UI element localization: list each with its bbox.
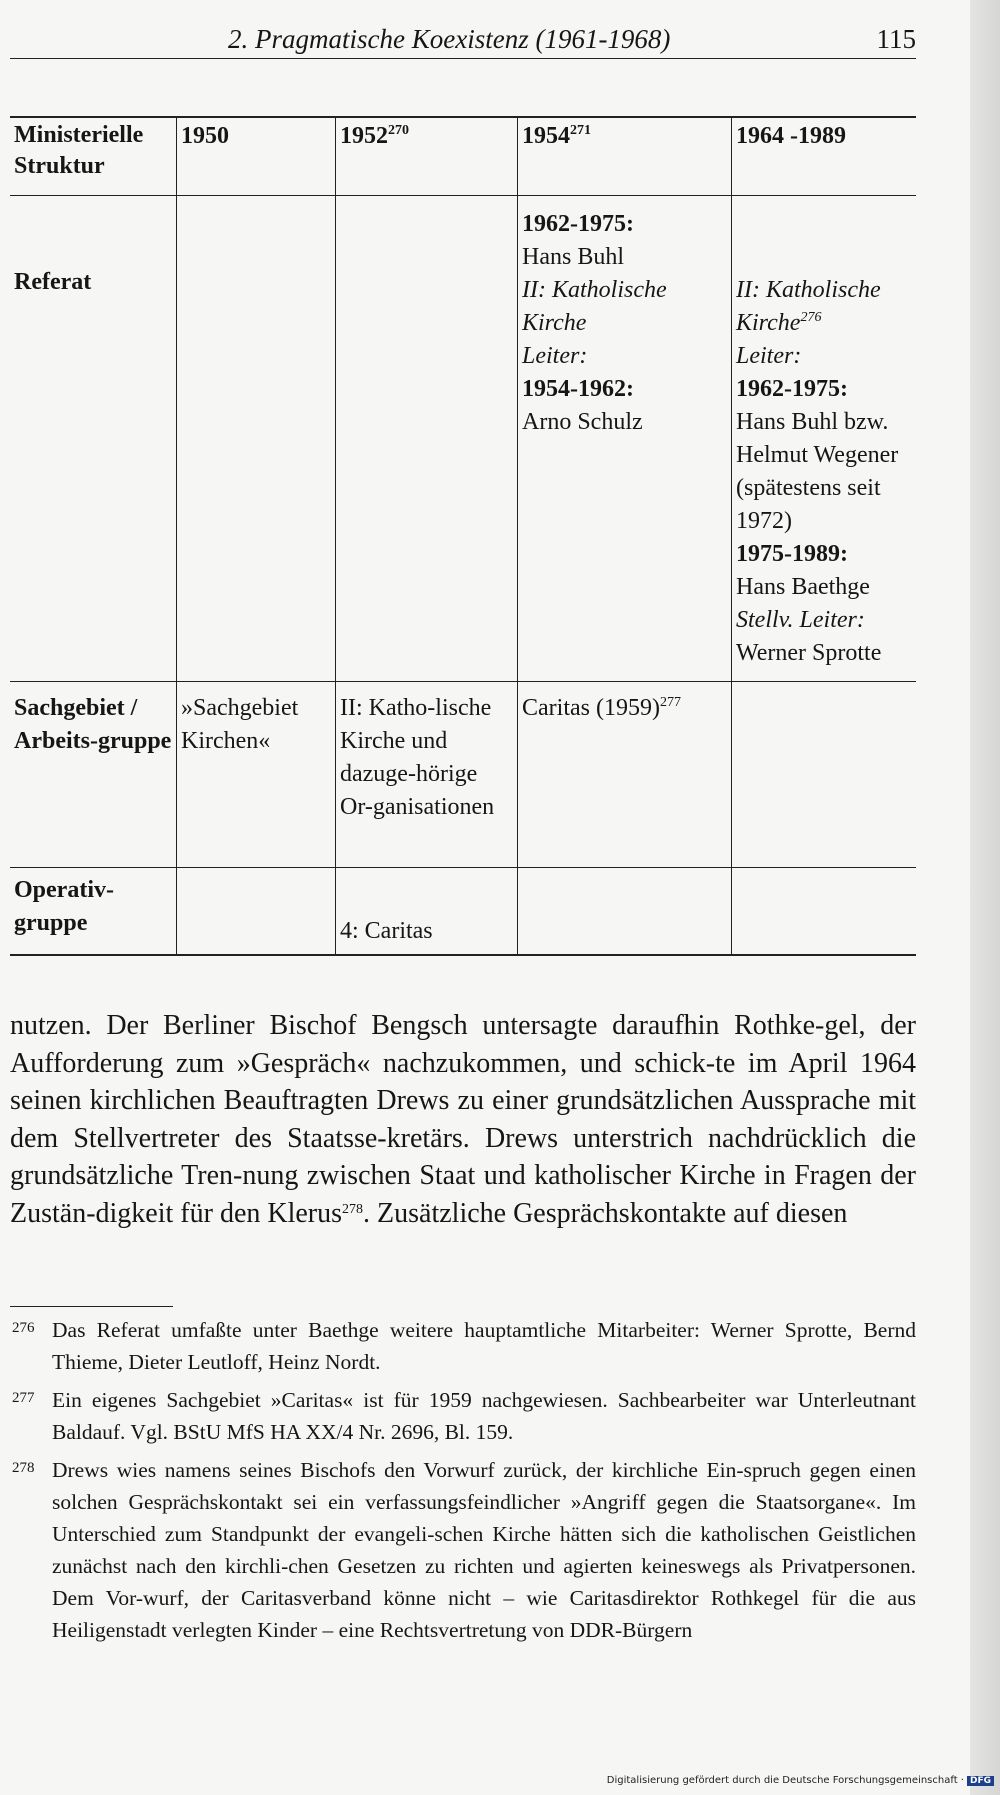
header-cell-1964-1989: 1964 -1989	[732, 117, 917, 195]
cell-sachgebiet-1950: »Sachgebiet Kirchen«	[177, 681, 336, 867]
row-label-sachgebiet: Sachgebiet / Arbeits-gruppe	[10, 681, 177, 867]
footnote-text: Drews wies namens seines Bischofs den Vorwurf zurück, der kirchliche Ein-spruch gegen einen solchen Gesprächskontakt sei ein verfassungsfeindlicher »Angriff gegen die Staatsorgane«. Im Unterschied zum Standpunkt der evangeli-schen Kirche hätten sich die katholischen Geistlichen zunächst nach den kirchli-chen Gesetzen zu richten und agierten keineswegs als Privatpersonen. Dem Vor-wurf, der Caritasverband könne nicht – wie Caritasdirektor Rothkegel für die aus Heiligenstadt verlegten Kinder – eine Rechtsvertretung von DDR-Bürgern	[52, 1458, 916, 1642]
cell-referat-1952	[336, 195, 518, 681]
row-label-operativ: Operativ-gruppe	[10, 867, 177, 955]
footnote-divider	[10, 1306, 173, 1307]
table-row-referat	[10, 195, 916, 681]
table-header-row	[10, 117, 916, 195]
row-label-referat: Referat	[10, 195, 177, 681]
header-cell-1954: 1954$^{271}$	[518, 117, 732, 195]
running-head	[10, 22, 916, 59]
footnote-text: Das Referat umfaßte unter Baethge weitere hauptamtliche Mitarbeiter: Werner Sprotte, Bernd Thieme, Dieter Leutloff, Heinz Nordt.	[52, 1318, 916, 1374]
footnote-277	[10, 1384, 916, 1448]
cell-sachgebiet-1964-1989	[732, 681, 917, 867]
cell-sachgebiet-1954: Caritas $(1959)^{277}$	[518, 681, 732, 867]
ministry-structure-table	[10, 116, 916, 956]
cell-referat-1954: 1962-1975: Hans Buhl II: Katholische Kirche Leiter: 1954-1962: Arno Schulz	[518, 195, 732, 681]
chapter-title: 2. Pragmatische Koexistenz (1961-1968)	[228, 24, 671, 54]
footnote-ref-278: 278	[342, 1201, 364, 1217]
cell-operativ-1952: 4: Caritas	[336, 867, 518, 955]
digitization-credit: Digitalisierung gefördert durch die Deutsche Forschungsgemeinschaft · DFG	[607, 1775, 994, 1786]
page-edge-shadow	[970, 0, 1000, 1795]
cell-operativ-1954	[518, 867, 732, 955]
footnote-278	[10, 1454, 916, 1646]
cell-sachgebiet-1952: II: Katho-lische Kirche und dazuge-hörige Or-ganisationen	[336, 681, 518, 867]
footnote-number: 278	[12, 1460, 35, 1476]
cell-referat-1950	[177, 195, 336, 681]
table-row-operativ	[10, 867, 916, 955]
cell-operativ-1964-1989	[732, 867, 917, 955]
footnote-ref-271: 271	[570, 123, 591, 138]
footnotes	[10, 1314, 916, 1652]
header-cell-structure: Ministerielle Struktur	[10, 117, 177, 195]
footnote-number: 276	[12, 1320, 35, 1336]
footnote-ref-270: 270	[388, 123, 409, 138]
footnote-text: Ein eigenes Sachgebiet »Caritas« ist für 1959 nachgewiesen. Sachbearbeiter war Unterleutnant Baldauf. Vgl. BStU MfS HA XX/4 Nr. 2696, Bl. 159.	[52, 1388, 916, 1444]
footnote-ref-276: 276	[800, 309, 822, 325]
footnote-276	[10, 1314, 916, 1378]
table-row-sachgebiet	[10, 681, 916, 867]
footnote-number: 277	[12, 1390, 35, 1406]
page-number: 115	[876, 24, 916, 54]
cell-operativ-1950	[177, 867, 336, 955]
body-paragraph: nutzen. Der Berliner Bischof Bengsch untersagte daraufhin Rothke-gel, der Aufforderung zum »Gespräch« nachzukommen, und schick-te im April 1964 seinen kirchlichen Beauftragten Drews zu einer grundsätzlichen Aussprache mit dem Stellvertreter des Staatsse-kretärs. Drews unterstrich nachdrücklich die grundsätzliche Tren-nung zwischen Staat und katholischer Kirche in Fragen der Zustän-digkeit für den Klerus$^{278}$. Zusätzliche Gesprächskontakte auf diesen	[10, 1010, 916, 1229]
header-cell-1950: 1950	[177, 117, 336, 195]
header-cell-1952: 1952$^{270}$	[336, 117, 518, 195]
footnote-ref-277: 277	[659, 694, 681, 710]
cell-referat-1964-1989: II: Katholische Kirche$^{276}$ Leiter: 1962-1975: Hans Buhl bzw. Helmut Wegener (spätestens seit 1972) 1975-1989: Hans Baethge Stellv. Leiter: Werner Sprotte	[732, 195, 917, 681]
dfg-logo: DFG	[967, 1776, 994, 1786]
